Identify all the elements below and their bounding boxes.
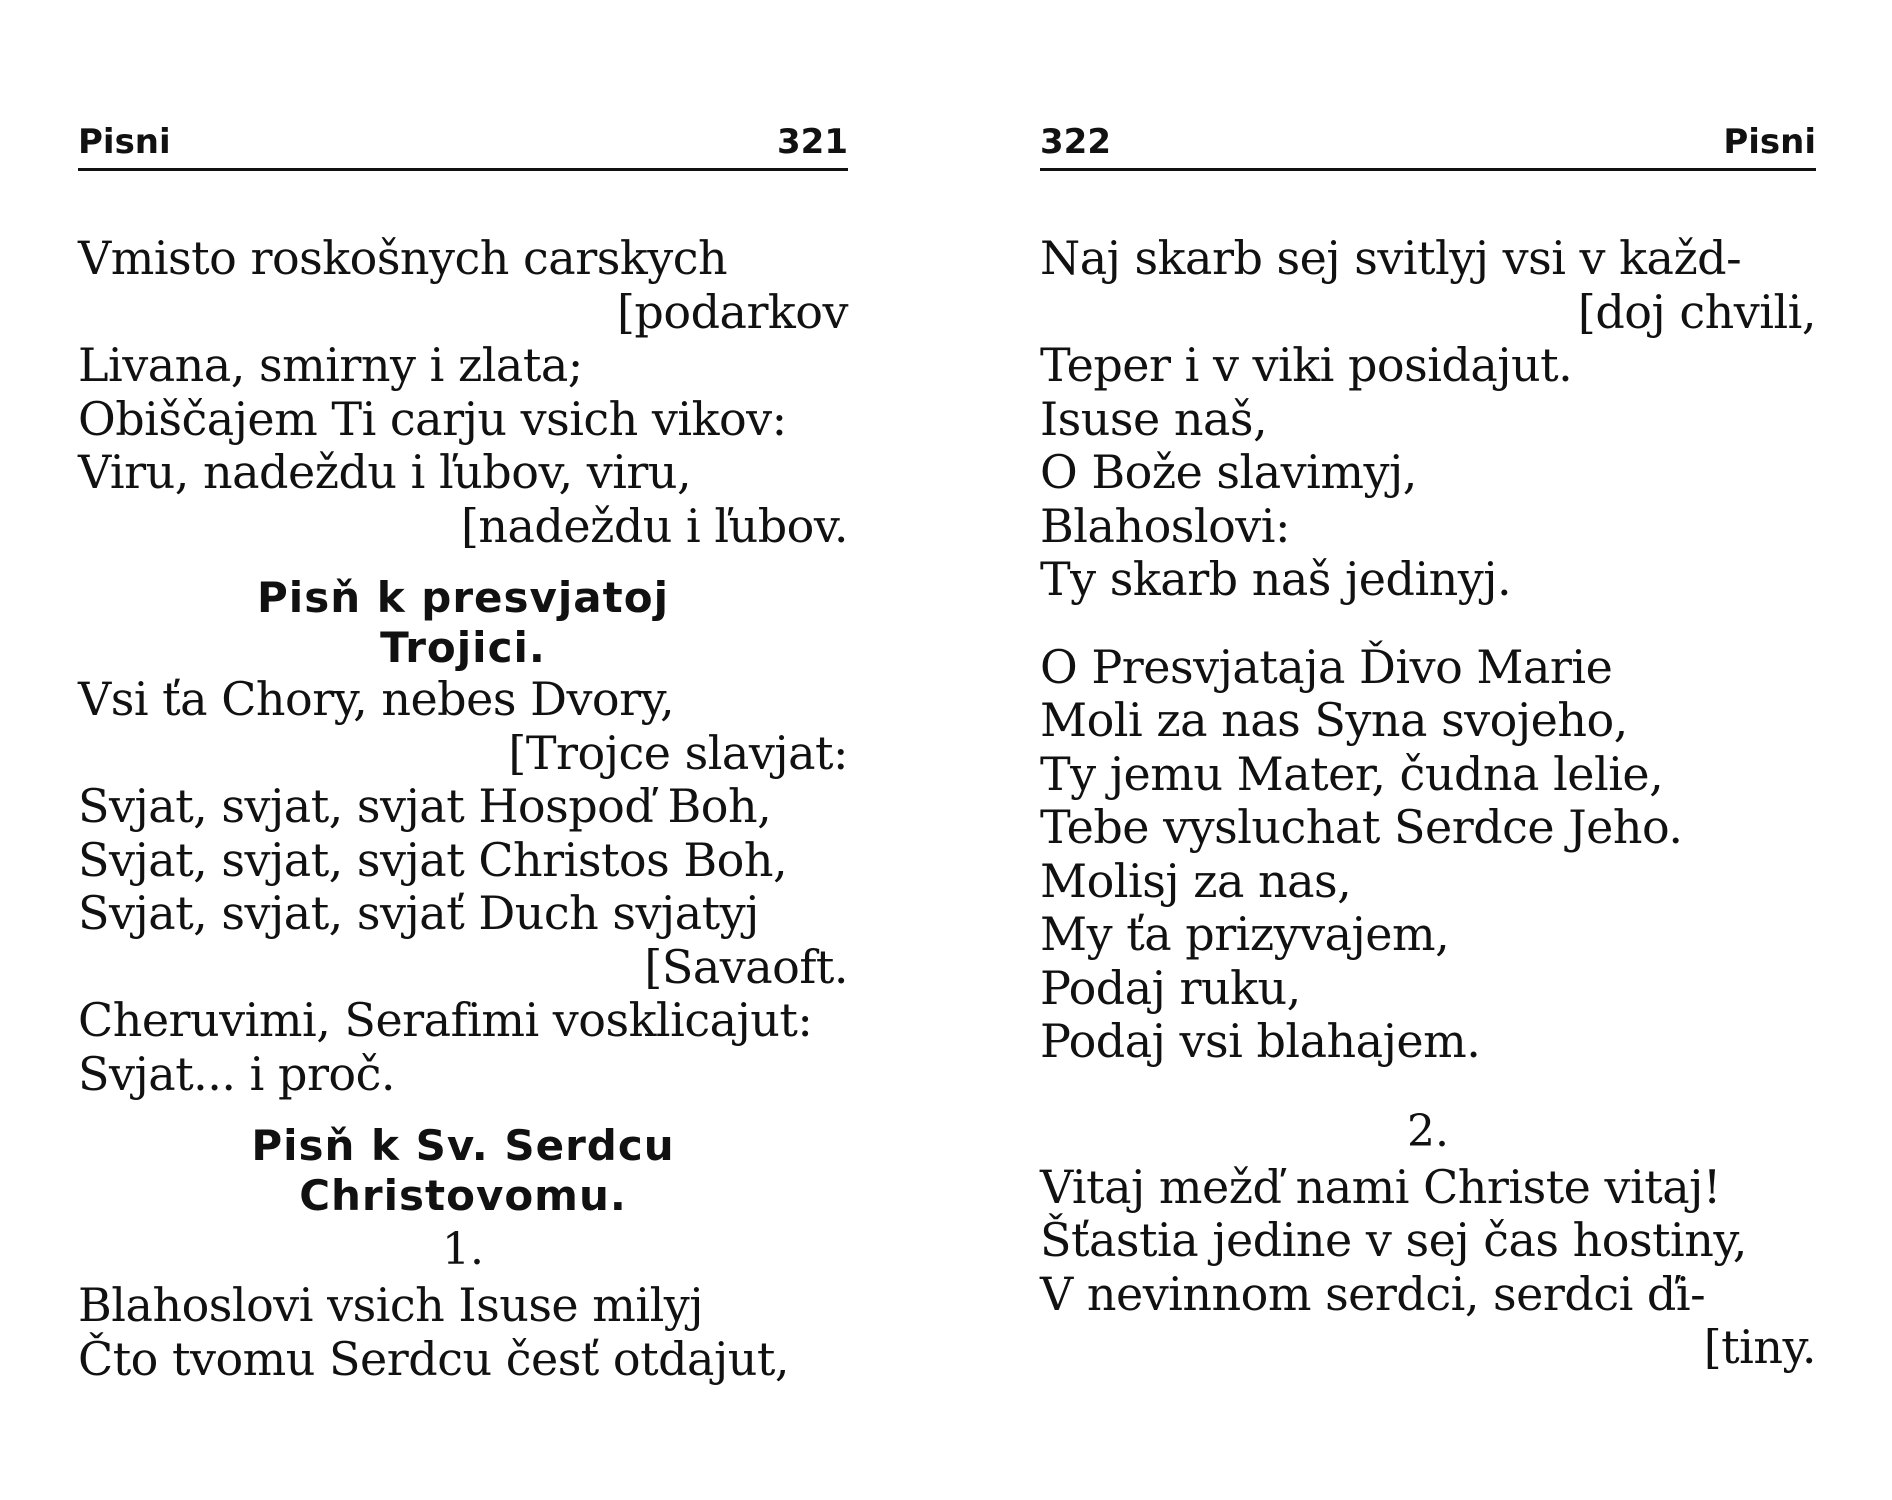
text-line-continuation: [doj chvili, [1577, 284, 1816, 339]
text-line: Svjat... i proč. [78, 1046, 396, 1101]
text-line: Čto tvomu Serdcu česť otdajut, [78, 1331, 789, 1386]
text-line: Livana, smirny i zlata; [78, 338, 583, 392]
text-line: O Bože slavimyj, [1040, 445, 1417, 499]
text-line: Vitaj mežď nami Christe vitaj! [1040, 1159, 1721, 1214]
song-heading-sacred-heart [78, 1121, 848, 1221]
text-line: Naj skarb sej svitlyj vsi v každ- [1040, 231, 1742, 285]
text-line: Isuse naš, [1040, 391, 1268, 446]
text-line: Šťastia jedine v sej čas hostiny, [1040, 1213, 1747, 1267]
text-line: Blahoslovi: [1040, 498, 1290, 553]
text-line: Svjat, svjat, svjat Hospoď Boh, [78, 779, 772, 833]
text-line: Obiščajem Ti carju vsich vikov: [78, 391, 787, 446]
text-line-continuation: [nadeždu i ľubov. [460, 498, 848, 553]
text-line: Viru, nadeždu i ľubov, viru, [78, 445, 692, 499]
text-line: Ty jemu Mater, čudna lelie, [1040, 746, 1664, 801]
left-page-body [78, 232, 848, 1386]
song-heading-line: Pisň k Sv. Serdcu [251, 1121, 675, 1170]
text-line: Vmisto roskošnych carskych [78, 231, 728, 285]
text-line: Blahoslovi vsich Isuse milyj [78, 1278, 704, 1332]
text-line: Tebe vysluchat Serdce Jeho. [1040, 800, 1683, 854]
text-line: Svjat, svjat, svjať Duch svjatyj [78, 886, 759, 940]
text-line: Molisj za nas, [1040, 853, 1352, 908]
song-heading-line: Christovomu. [299, 1171, 627, 1220]
page-number: 321 [777, 122, 848, 162]
left-page [78, 0, 848, 1500]
verse-number: 1. [442, 1224, 484, 1275]
running-head-right [1040, 118, 1816, 171]
right-page [1040, 0, 1816, 1500]
running-head-title: Pisni [78, 122, 171, 162]
text-line-continuation: [podarkov [616, 284, 848, 339]
running-head-left [78, 118, 848, 171]
text-line: Podaj vsi blahajem. [1040, 1014, 1481, 1068]
text-line-continuation: [Trojce slavjat: [508, 725, 848, 780]
text-line: Teper i v viki posidajut. [1040, 338, 1573, 392]
song-heading-trinity [78, 573, 848, 673]
running-head-title: Pisni [1723, 122, 1816, 162]
text-line: Podaj ruku, [1040, 960, 1301, 1015]
song-heading-line: Trojici. [380, 623, 546, 672]
text-line-continuation: [Savaoft. [644, 939, 848, 994]
text-line: O Presvjataja Ďivo Marie [1040, 639, 1613, 694]
text-line: Cheruvimi, Serafimi vosklicajut: [78, 993, 813, 1047]
text-line: Vsi ťa Chory, nebes Dvory, [78, 672, 675, 726]
song-heading-line: Pisň k presvjatoj [257, 573, 669, 622]
text-line: Moli za nas Syna svojeho, [1040, 693, 1628, 747]
right-page-body [1040, 232, 1816, 1375]
page-number: 322 [1040, 122, 1111, 162]
text-line: Svjat, svjat, svjat Christos Boh, [78, 832, 788, 887]
text-line: Ty skarb naš jedinyj. [1040, 552, 1512, 606]
text-line: My ťa prizyvajem, [1040, 907, 1450, 961]
verse-number: 2. [1407, 1105, 1449, 1157]
text-line-continuation: [tiny. [1703, 1320, 1816, 1374]
text-line: V nevinnom serdci, serdci ďi- [1040, 1266, 1706, 1321]
